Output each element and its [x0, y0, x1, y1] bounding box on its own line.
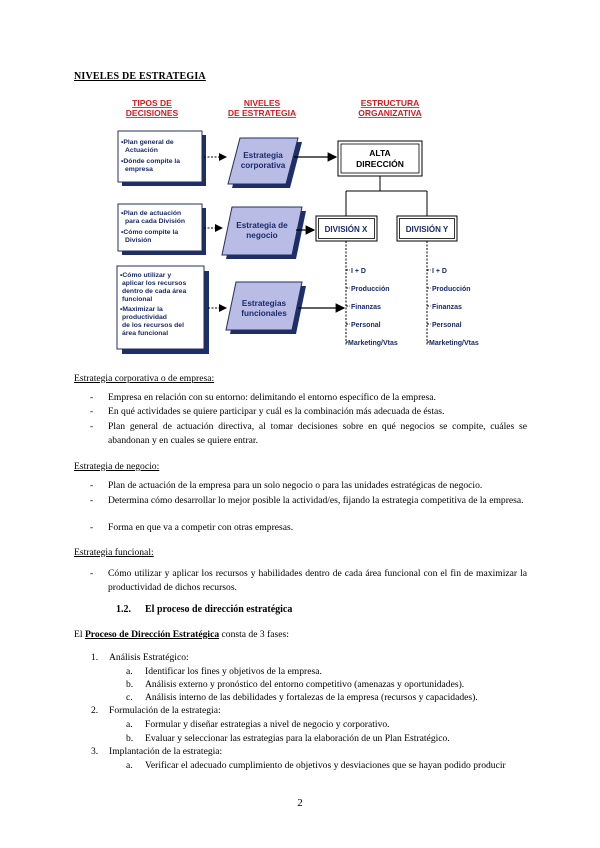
strategy-levels-diagram [0, 0, 600, 360]
db3-line-6: productividad [122, 314, 167, 321]
func-item-1: Cómo utilizar y aplicar los recursos y habilidades dentro de cada área funcional con el fin de maximizar la productividad de dichos recursos. [108, 568, 527, 593]
db3-line-7: de los recursos del [122, 322, 184, 329]
division-y-label: DIVISIÓN Y [405, 225, 449, 234]
section-title-corporativa: Estrategia corporativa o de empresa: [74, 373, 215, 384]
db2-line-2: para cada División [125, 218, 186, 225]
db2-line-4: División [125, 237, 152, 244]
phase-1c-letter: c. [126, 692, 133, 703]
strategy-1-line-2: corporativa [240, 161, 286, 170]
section-title-funcional: Estrategia funcional: [74, 547, 154, 558]
db2-line-1: •Plan de actuación [121, 210, 182, 217]
area-y-3: Finanzas [432, 304, 462, 311]
phase-3a-letter: a. [126, 760, 133, 771]
strategy-funcionales [226, 282, 306, 334]
corp-item-2: En qué actividades se quiere participar y cuál es la combinación más adecuada de éstas. [108, 406, 445, 417]
phase-3a-text: Verificar el adecuado cumplimiento de objetivos y desviaciones que se hayan podido producir [145, 760, 506, 771]
db3-line-2: aplicar los recursos [122, 280, 187, 287]
area-x-3: Finanzas [351, 304, 381, 311]
org-connectors [346, 176, 427, 216]
list-item: - Determina cómo desarrollar lo mejor posible la actividad/es, fijando la estrategia competitiva de la empresa. [91, 494, 527, 508]
db3-line-5: •Maximizar la [120, 306, 163, 313]
phase-2-label: Formulación de la estrategia: [109, 705, 221, 716]
neg-item-3: Forma en que va a competir con otras empresas. [108, 522, 294, 533]
strategy-1-line-1: Estrategia [243, 151, 283, 160]
db3-line-1: •Cómo utilizar y [120, 272, 172, 279]
strategy-2-line-1: Estrategia de [236, 221, 288, 230]
area-x-5: Marketing/Vtas [348, 340, 398, 347]
area-x-1: I + D [351, 268, 366, 275]
phase-1a-letter: a. [126, 666, 133, 677]
strategy-3-line-2: funcionales [241, 309, 287, 318]
strategy-3-line-1: Estrategias [241, 299, 287, 308]
phase-3-label: Implantación de la estrategia: [109, 746, 223, 757]
alta-direccion-line-1: ALTA [369, 148, 391, 158]
phase-1-label: Análisis Estratégico: [109, 652, 189, 663]
strategy-2-line-2: negocio [246, 231, 278, 240]
phase-1b-letter: b. [126, 679, 134, 690]
phase-1c-text: Análisis interno de las debilidades y fortalezas de la empresa (recursos y capacidades). [145, 692, 478, 703]
division-x-label: DIVISIÓN X [324, 225, 368, 234]
header-tipos-1: TIPOS DE [132, 98, 172, 108]
section-heading: El proceso de dirección estratégica [145, 604, 293, 615]
db3-line-3: dentro de cada área [122, 288, 187, 295]
list-item: - Cómo utilizar y aplicar los recursos y habilidades dentro de cada área funcional con el fin de maximizar la productividad de dichos recursos. [90, 568, 527, 593]
header-tipos-2: DECISIONES [125, 108, 179, 118]
intro-post: consta de 3 fases: [219, 629, 289, 640]
header-niveles-2: DE ESTRATEGIA [227, 108, 297, 118]
db1-line-2: Actuación [125, 147, 158, 154]
phase-2b-text: Evaluar y seleccionar las estrategias para la elaboración de un Plan Estratégico. [145, 733, 450, 744]
phase-1b-text: Análisis externo y pronóstico del entorno competitivo (amenazas y oportunidades). [145, 679, 465, 690]
alta-direccion-line-2: DIRECCIÓN [356, 159, 404, 169]
list-item: - Forma en que va a competir con otras empresas. [91, 521, 527, 535]
area-y-4: Personal [432, 322, 462, 329]
header-estructura-2: ORGANIZATIVA [358, 108, 422, 118]
db3-line-8: área funcional [122, 330, 169, 337]
intro-pre: El [74, 629, 85, 640]
db1-line-1: •Plan general de [121, 139, 174, 146]
process-intro [74, 628, 289, 642]
list-item: - En qué actividades se quiere participar y cuál es la combinación más adecuada de éstas. [91, 405, 527, 419]
area-y-1: I + D [432, 268, 447, 275]
db3-line-4: funcional [122, 296, 153, 303]
phase-3-number: 3. [91, 746, 99, 757]
db1-line-3: •Dónde compite la [121, 158, 181, 165]
db2-line-3: •Cómo compite la [121, 229, 179, 236]
page-title: NIVELES DE ESTRATEGIA [74, 71, 206, 82]
db1-line-4: empresa [125, 166, 153, 173]
area-y-2: Producción [432, 286, 471, 293]
page-number: 2 [297, 797, 303, 809]
header-estructura-1: ESTRUCTURA [360, 98, 420, 108]
phase-2-number: 2. [91, 705, 99, 716]
phase-1-number: 1. [91, 652, 99, 663]
area-lines [346, 241, 431, 345]
list-item: - Plan de actuación de la empresa para un solo negocio o para las unidades estratégicas de negocio. [91, 479, 527, 493]
area-y-5: Marketing/Vtas [429, 340, 479, 347]
list-item: - Plan general de actuación directiva, al tomar decisiones sobre en qué negocios se compite, cuáles se abandonan y en cuales se quiere entrar. [90, 421, 527, 446]
phase-2a-text: Formular y diseñar estrategias a nivel de negocio y corporativo. [145, 719, 390, 730]
intro-highlight: Proceso de Dirección Estratégica [84, 629, 220, 640]
corp-item-1: Empresa en relación con su entorno: delimitando el entorno específico de la empresa. [108, 392, 436, 403]
header-niveles-1: NIVELES [243, 98, 281, 108]
phase-2b-letter: b. [126, 733, 134, 744]
area-x-4: Personal [351, 322, 381, 329]
phase-2a-letter: a. [126, 719, 133, 730]
section-title-negocio: Estrategia de negocio: [74, 461, 160, 472]
area-x-2: Producción [351, 286, 390, 293]
section-number: 1.2. [116, 604, 131, 615]
list-item: - Empresa en relación con su entorno: delimitando el entorno específico de la empresa. [91, 391, 527, 405]
phase-1a-text: Identificar los fines y objetivos de la empresa. [145, 666, 322, 677]
neg-item-1: Plan de actuación de la empresa para un solo negocio o para las unidades estratégicas de negocio. [108, 480, 483, 491]
corp-item-3: Plan general de actuación directiva, al tomar decisiones sobre en qué negocios se compite, cuáles se abandonan y en cuales se quiere entrar. [108, 421, 527, 446]
neg-item-2: Determina cómo desarrollar lo mejor posible la actividad/es, fijando la estrategia competitiva de la empresa. [108, 495, 524, 506]
